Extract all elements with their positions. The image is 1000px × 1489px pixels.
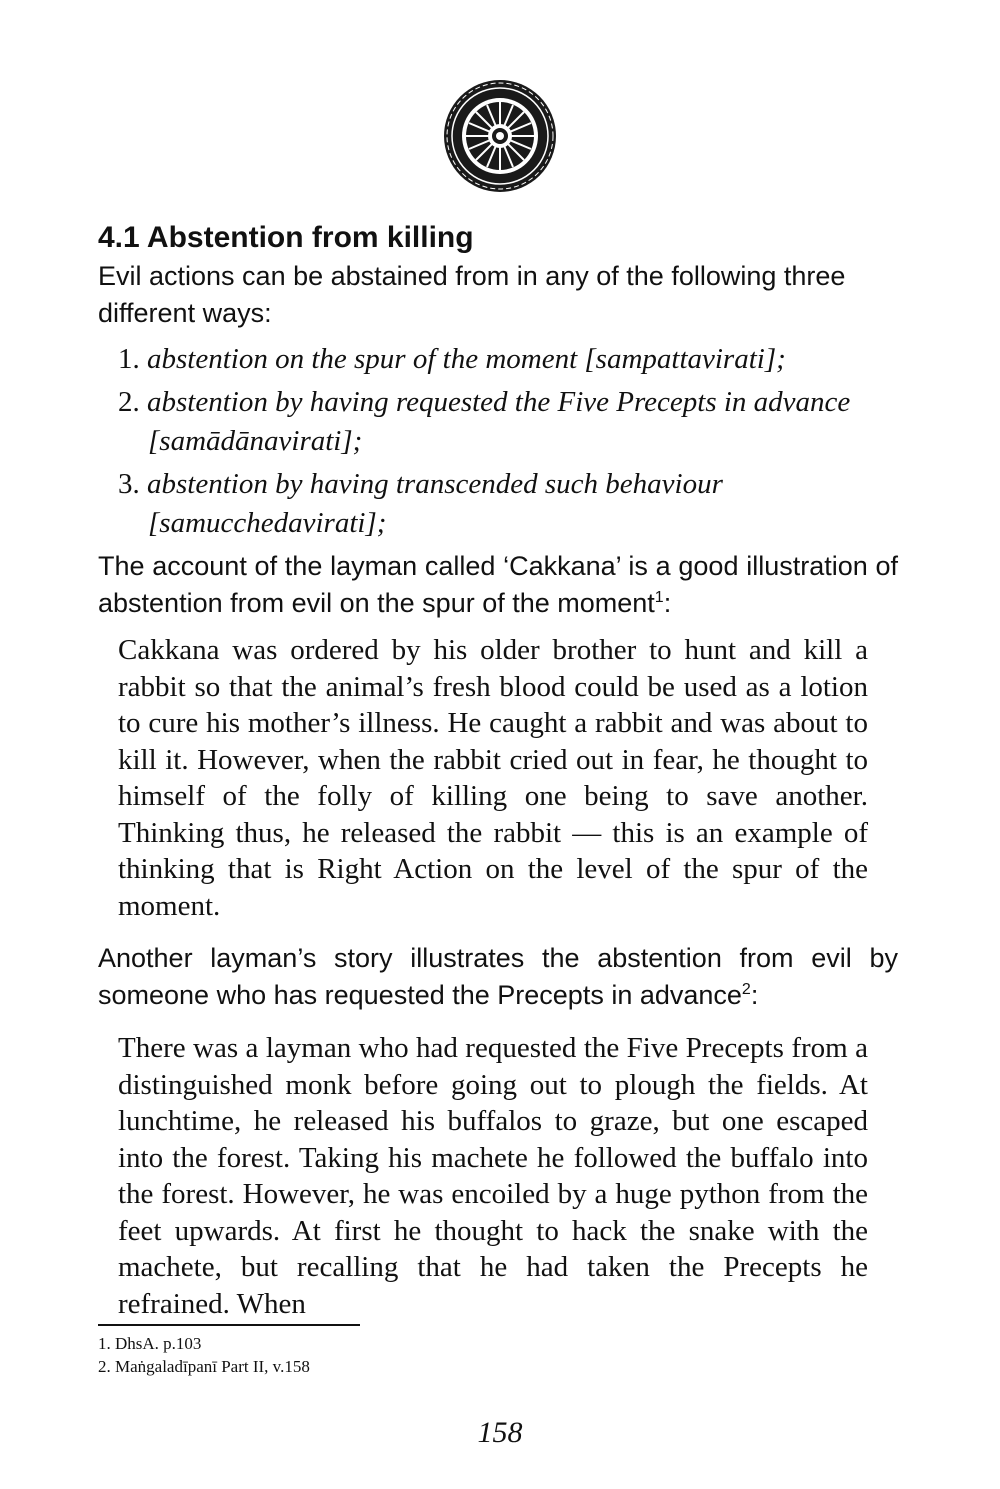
paragraph-layman-intro: Another layman’s story illustrates the abstention from evil by someone who has requested the Precepts in advance$^2$: <box>98 943 898 1010</box>
story-cakkana: Cakkana was ordered by his older brother to hunt and kill a rabbit so that the animal’s fresh blood could be used as a lotion to cure his mother’s illness. He caught a rabbit and was about to kill it. However, when the rabbit cried out in fear, he thought to himself of the folly of killing one being to save another. Thinking thus, he released the rabbit — this is an example of thinking that is Right Action on the level of the spur of the moment. <box>118 634 868 922</box>
footnote-divider <box>98 1324 360 1326</box>
abstention-ways-list <box>118 340 898 547</box>
footnote: 2. Maṅgaladīpanī Part II, v.158 <box>98 1357 310 1376</box>
footnote-ref: 1 <box>654 589 664 606</box>
footnotes <box>98 1332 310 1378</box>
page-number: 158 <box>477 1416 523 1449</box>
paragraph-cakkana-intro: The account of the layman called ‘Cakkana’ is a good illustration of abstention from evil on the spur of the moment$^1$: <box>98 551 898 618</box>
list-item: 3. abstention by having transcended such behaviour [samucchedavirati]; <box>118 468 723 539</box>
list-item: 1. abstention on the spur of the moment [sampattavirati]; <box>118 343 786 375</box>
list-item: 2. abstention by having requested the Five Precepts in advance [samādānavirati]; <box>118 386 851 457</box>
footnote-ref: 2 <box>741 981 751 998</box>
story-layman-python: There was a layman who had requested the Five Precepts from a distinguished monk before going out to plough the fields. At lunchtime, he released his buffalos to graze, but one escaped into the forest. Taking his machete he followed the buffalo into the forest. However, he was encoiled by a huge python from the feet upwards. At first he thought to hack the snake with the machete, but recalling that he had taken the Precepts he refrained. When <box>118 1032 868 1320</box>
dharma-wheel-icon <box>442 78 558 194</box>
intro-text: Evil actions can be abstained from in any of the following three different ways: <box>98 261 846 328</box>
section-heading: 4.1 Abstention from killing <box>98 221 474 254</box>
footnote: 1. DhsA. p.103 <box>98 1334 202 1353</box>
